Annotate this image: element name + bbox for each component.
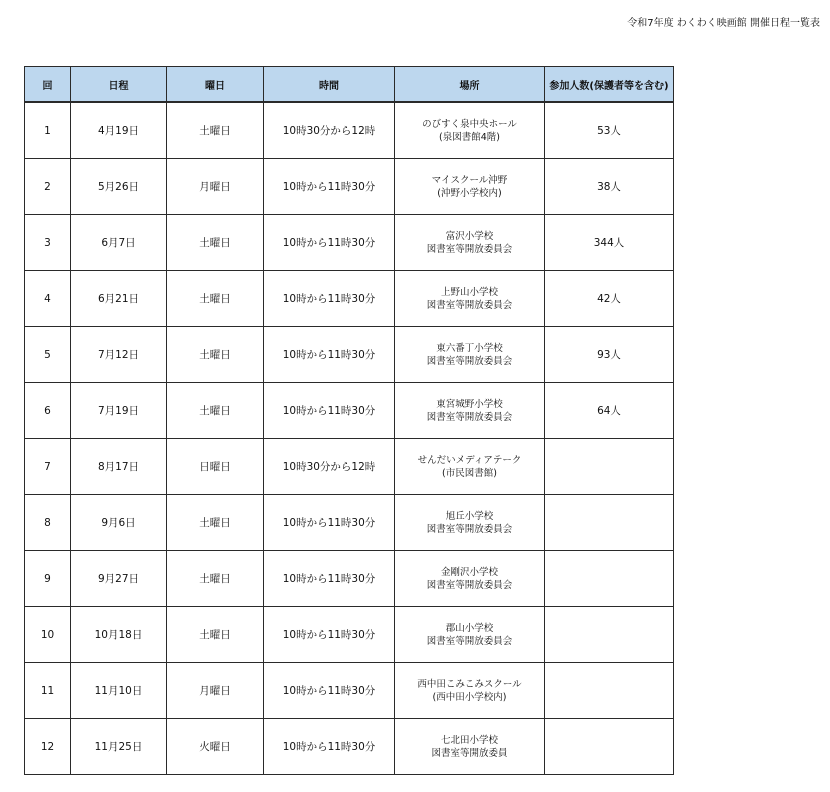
header-attendance: 参加人数(保護者等を含む)	[545, 67, 674, 103]
cell-place	[395, 159, 545, 215]
cell-date: 4月19日	[71, 102, 167, 159]
cell-time: 10時から11時30分	[264, 215, 395, 271]
table-row	[25, 607, 674, 663]
cell-round: 9	[25, 551, 71, 607]
place-detail: (西中田小学校内)	[432, 691, 507, 703]
cell-time: 10時から11時30分	[264, 383, 395, 439]
place-detail: 図書室等開放委員会	[426, 355, 513, 367]
cell-round: 3	[25, 215, 71, 271]
cell-time: 10時30分から12時	[264, 102, 395, 159]
place-name: 金剛沢小学校	[440, 566, 498, 578]
place-name: 東宮城野小学校	[436, 398, 503, 410]
table-row	[25, 663, 674, 719]
table-row	[25, 271, 674, 327]
cell-date: 5月26日	[71, 159, 167, 215]
cell-time: 10時から11時30分	[264, 607, 395, 663]
cell-attendance	[545, 439, 674, 495]
cell-attendance: 53人	[545, 102, 674, 159]
cell-weekday: 土曜日	[167, 551, 264, 607]
cell-round: 7	[25, 439, 71, 495]
place-detail: 図書室等開放委員	[431, 747, 508, 759]
cell-time: 10時から11時30分	[264, 551, 395, 607]
place-detail: (沖野小学校内)	[437, 187, 502, 199]
cell-attendance	[545, 551, 674, 607]
cell-place	[395, 327, 545, 383]
cell-date: 7月19日	[71, 383, 167, 439]
cell-weekday: 月曜日	[167, 159, 264, 215]
cell-date: 9月6日	[71, 495, 167, 551]
cell-weekday: 日曜日	[167, 439, 264, 495]
place-detail: 図書室等開放委員会	[426, 243, 513, 255]
document-title: 令和7年度 わくわく映画館 開催日程一覧表	[627, 18, 820, 29]
schedule-table	[24, 66, 674, 775]
place-name: 七北田小学校	[440, 734, 498, 746]
cell-place	[395, 383, 545, 439]
place-name: 上野山小学校	[440, 286, 498, 298]
cell-time: 10時30分から12時	[264, 439, 395, 495]
table-row	[25, 159, 674, 215]
cell-round: 12	[25, 719, 71, 775]
place-name: 西中田こみこみスクール	[417, 678, 522, 690]
cell-attendance	[545, 663, 674, 719]
cell-time: 10時から11時30分	[264, 719, 395, 775]
cell-weekday: 土曜日	[167, 607, 264, 663]
cell-date: 6月7日	[71, 215, 167, 271]
cell-date: 10月18日	[71, 607, 167, 663]
cell-attendance: 93人	[545, 327, 674, 383]
header-time: 時間	[264, 67, 395, 103]
cell-place	[395, 215, 545, 271]
cell-weekday: 土曜日	[167, 215, 264, 271]
cell-date: 11月25日	[71, 719, 167, 775]
table-row	[25, 327, 674, 383]
cell-time: 10時から11時30分	[264, 663, 395, 719]
cell-round: 1	[25, 102, 71, 159]
table-row	[25, 719, 674, 775]
cell-attendance: 42人	[545, 271, 674, 327]
cell-date: 6月21日	[71, 271, 167, 327]
table-row	[25, 439, 674, 495]
place-detail: (市民図書館)	[442, 467, 497, 479]
cell-date: 11月10日	[71, 663, 167, 719]
cell-round: 11	[25, 663, 71, 719]
place-detail: 図書室等開放委員会	[426, 299, 513, 311]
place-detail: 図書室等開放委員会	[426, 579, 513, 591]
cell-round: 4	[25, 271, 71, 327]
place-detail: 図書室等開放委員会	[426, 523, 513, 535]
cell-date: 9月27日	[71, 551, 167, 607]
cell-round: 5	[25, 327, 71, 383]
cell-time: 10時から11時30分	[264, 159, 395, 215]
cell-place	[395, 271, 545, 327]
cell-time: 10時から11時30分	[264, 495, 395, 551]
place-name: せんだいメディアテーク	[417, 454, 522, 466]
header-date: 日程	[71, 67, 167, 103]
table-row	[25, 215, 674, 271]
cell-place	[395, 607, 545, 663]
cell-place	[395, 495, 545, 551]
cell-weekday: 火曜日	[167, 719, 264, 775]
table-header-row	[25, 67, 674, 103]
place-detail: 図書室等開放委員会	[426, 411, 513, 423]
cell-round: 10	[25, 607, 71, 663]
cell-date: 7月12日	[71, 327, 167, 383]
table-row	[25, 383, 674, 439]
place-name: 旭丘小学校	[445, 510, 494, 522]
cell-place	[395, 439, 545, 495]
cell-round: 2	[25, 159, 71, 215]
place-name: マイスクール沖野	[431, 174, 508, 186]
cell-attendance: 38人	[545, 159, 674, 215]
header-weekday: 曜日	[167, 67, 264, 103]
place-name: 郡山小学校	[445, 622, 494, 634]
cell-attendance	[545, 495, 674, 551]
place-detail: (泉図書館4階)	[439, 131, 500, 143]
place-name: 東六番丁小学校	[436, 342, 503, 354]
place-name: 富沢小学校	[445, 230, 494, 242]
place-name: のびすく泉中央ホール	[422, 118, 517, 130]
cell-weekday: 土曜日	[167, 271, 264, 327]
cell-round: 8	[25, 495, 71, 551]
cell-attendance	[545, 607, 674, 663]
header-place: 場所	[395, 67, 545, 103]
cell-place	[395, 102, 545, 159]
cell-attendance: 344人	[545, 215, 674, 271]
table-row	[25, 495, 674, 551]
table-row	[25, 102, 674, 159]
cell-weekday: 土曜日	[167, 327, 264, 383]
cell-attendance	[545, 719, 674, 775]
cell-weekday: 土曜日	[167, 383, 264, 439]
table-row	[25, 551, 674, 607]
header-round: 回	[25, 67, 71, 103]
cell-time: 10時から11時30分	[264, 271, 395, 327]
cell-round: 6	[25, 383, 71, 439]
cell-place	[395, 663, 545, 719]
place-detail: 図書室等開放委員会	[426, 635, 513, 647]
cell-date: 8月17日	[71, 439, 167, 495]
cell-weekday: 月曜日	[167, 663, 264, 719]
cell-attendance: 64人	[545, 383, 674, 439]
cell-time: 10時から11時30分	[264, 327, 395, 383]
cell-weekday: 土曜日	[167, 495, 264, 551]
cell-weekday: 土曜日	[167, 102, 264, 159]
cell-place	[395, 719, 545, 775]
cell-place	[395, 551, 545, 607]
